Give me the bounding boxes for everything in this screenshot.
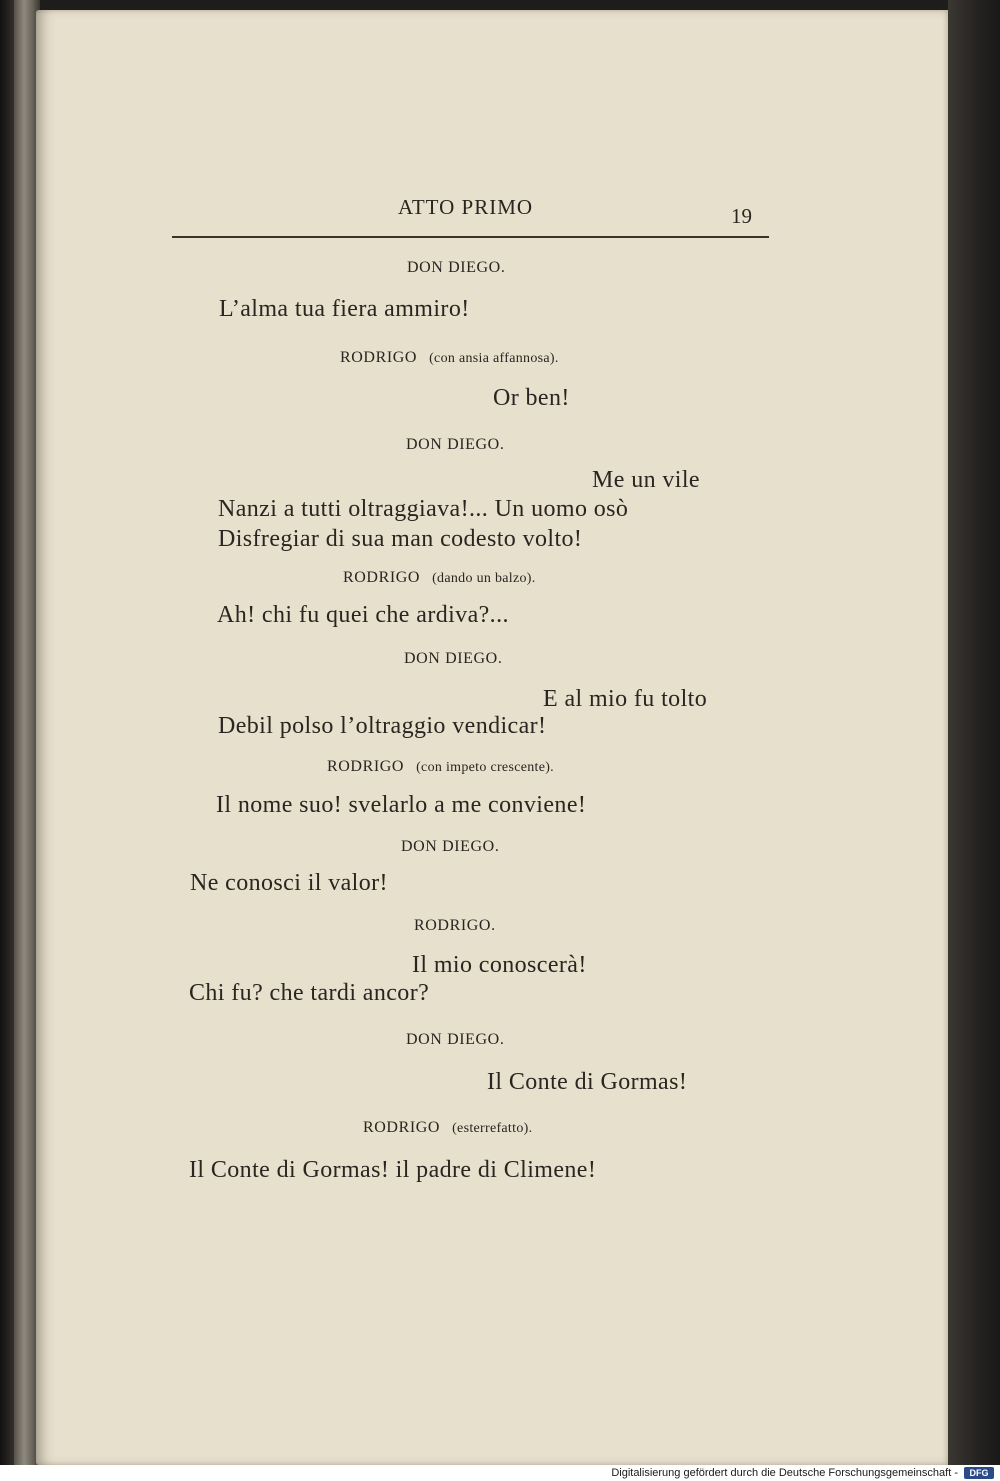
- speaker-name: DON DIEGO.: [407, 259, 506, 276]
- speaker-name: DON DIEGO.: [404, 650, 503, 667]
- speaker-line: [340, 349, 559, 367]
- verse-line: L’alma tua fiera ammiro!: [219, 296, 470, 322]
- stage-direction: (esterrefatto).: [452, 1121, 533, 1136]
- verse-line: Il mio conoscerà!: [412, 952, 587, 978]
- verse-line: Nanzi a tutti oltraggiava!... Un uomo osò: [218, 496, 629, 522]
- speaker-name: DON DIEGO.: [401, 838, 500, 855]
- speaker-line: [327, 758, 554, 776]
- speaker-line: [406, 1031, 504, 1049]
- header-rule: [172, 236, 769, 238]
- speaker-name: DON DIEGO.: [406, 436, 505, 453]
- footer-bar: [0, 1465, 1000, 1481]
- speaker-name: RODRIGO.: [414, 917, 496, 934]
- verse-line: Il Conte di Gormas!: [487, 1069, 688, 1095]
- digitization-credit: Digitalisierung gefördert durch die Deutsche Forschungsgemeinschaft -: [611, 1467, 958, 1479]
- verse-line: Me un vile: [592, 467, 700, 493]
- verse-line: Disfregiar di sua man codesto volto!: [218, 526, 583, 552]
- book-cover-board: [948, 0, 1000, 1465]
- speaker-line: [401, 838, 499, 856]
- speaker-name: RODRIGO: [340, 349, 418, 366]
- book-spine: [0, 0, 14, 1465]
- stage-direction: (dando un balzo).: [432, 571, 536, 586]
- speaker-line: [343, 569, 536, 587]
- speaker-name: RODRIGO: [343, 569, 421, 586]
- verse-line: Ne conosci il valor!: [190, 870, 388, 896]
- verse-line: Chi fu? che tardi ancor?: [189, 980, 430, 1006]
- verse-line: Ah! chi fu quei che ardiva?...: [217, 602, 509, 628]
- speaker-name: DON DIEGO.: [406, 1031, 505, 1048]
- page-number: 19: [731, 204, 752, 228]
- speaker-line: [407, 259, 505, 277]
- stage-direction: (con impeto crescente).: [416, 760, 554, 775]
- speaker-name: RODRIGO: [363, 1119, 441, 1136]
- speaker-line: [404, 650, 502, 668]
- speaker-line: [406, 436, 504, 454]
- running-header-title: ATTO PRIMO: [398, 195, 534, 219]
- verse-line: Il nome suo! svelarlo a me conviene!: [216, 792, 587, 818]
- dfg-logo: DFG: [964, 1467, 994, 1479]
- stage-direction: (con ansia affannosa).: [429, 351, 559, 366]
- speaker-line: [363, 1119, 532, 1137]
- verse-line: Il Conte di Gormas! il padre di Climene!: [189, 1157, 597, 1183]
- speaker-line: [414, 917, 496, 935]
- verse-line: Or ben!: [493, 385, 570, 411]
- verse-line: E al mio fu tolto: [543, 686, 708, 712]
- verse-line: Debil polso l’oltraggio vendicar!: [218, 713, 547, 739]
- speaker-name: RODRIGO: [327, 758, 405, 775]
